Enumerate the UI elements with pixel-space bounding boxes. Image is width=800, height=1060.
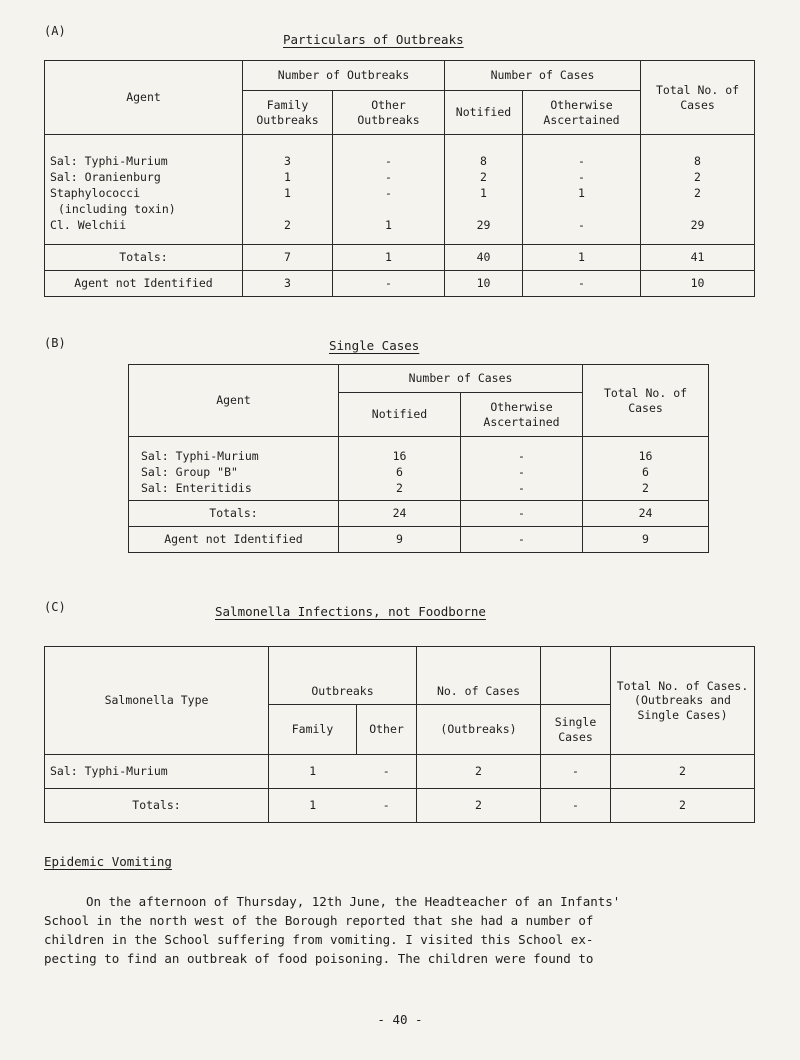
agent-name: Sal: Oranienburg [50,169,161,184]
total-values: 8 2 2 29 [641,135,755,245]
section-b-label: (B) [44,336,66,350]
number-of-cases-header: Number of Cases [339,365,583,393]
paragraph-line: pecting to find an outbreak of food poisoning. The children were found to [44,951,594,966]
outbreaks-paren-header: (Outbreaks) [417,705,541,755]
section-b-heading: Single Cases [329,338,420,353]
notified-header: Notified [445,91,523,135]
not-identified-row: Agent not Identified 9 - 9 [129,527,709,553]
totals-label: Totals: [45,789,269,823]
section-a-heading: Particulars of Outbreaks [283,32,464,47]
total-cases-header: Total No. of Cases. (Outbreaks and Single Cases) [611,647,755,755]
salmonella-type-header: Salmonella Type [45,647,269,755]
single-cases-header: Single Cases [541,705,611,755]
agent-name: Sal: Enteritidis [141,480,252,495]
number-of-outbreaks-header: Number of Outbreaks [243,61,445,91]
paragraph-line: On the afternoon of Thursday, 12th June, the Headteacher of an Infants' [86,894,621,909]
other-values: - - - 1 [333,135,445,245]
otherwise-values: - - 1 - [523,135,641,245]
otherwise-ascertained-header: Otherwise Ascertained [461,393,583,437]
section-c-label: (C) [44,600,66,614]
no-of-cases-header: No. of Cases [417,647,541,705]
total-cases-header: Total No. of Cases [583,365,709,437]
table-row: Sal: Typhi-Murium 1 - 2 - 2 [45,755,755,789]
epidemic-paragraph [44,892,744,968]
outbreaks-table [44,60,755,297]
agent-header: Agent [45,61,243,135]
epidemic-heading: Epidemic Vomiting [44,854,172,869]
other-outbreaks-header: Other Outbreaks [333,91,445,135]
outbreaks-header: Outbreaks [269,647,417,705]
salmonella-table [44,646,755,823]
totals-label: Totals: [45,245,243,271]
agent-name-cont: (including toxin) [58,201,176,216]
agent-name: Sal: Typhi-Murium [50,153,168,168]
notified-values: 16 6 2 [339,437,461,501]
totals-row: Totals: 7 1 40 1 41 [45,245,755,271]
salmonella-type: Sal: Typhi-Murium [45,755,269,789]
paragraph-line: School in the north west of the Borough reported that she had a number of [44,913,594,928]
table-row [129,437,709,501]
section-c-heading: Salmonella Infections, not Foodborne [215,604,486,619]
family-outbreaks-header: Family Outbreaks [243,91,333,135]
number-of-cases-header: Number of Cases [445,61,641,91]
notified-header: Notified [339,393,461,437]
not-identified-row: Agent not Identified 3 - 10 - 10 [45,271,755,297]
agent-header: Agent [129,365,339,437]
single-cases-table [128,364,709,553]
otherwise-values: - - - [461,437,583,501]
paragraph-line: children in the School suffering from vomiting. I visited this School ex- [44,932,594,947]
totals-label: Totals: [129,501,339,527]
agent-name: Sal: Typhi-Murium [141,448,259,463]
not-identified-label: Agent not Identified [129,527,339,553]
total-cases-header: Total No. of Cases [641,61,755,135]
agent-name: Staphylococci [50,185,141,200]
agent-name: Cl. Welchii [50,217,127,232]
other-header: Other [357,705,417,755]
agent-list [129,437,339,501]
family-values: 3 1 1 2 [243,135,333,245]
total-values: 16 6 2 [583,437,709,501]
otherwise-ascertained-header: Otherwise Ascertained [523,91,641,135]
table-row [45,135,755,245]
totals-row: Totals: 24 - 24 [129,501,709,527]
section-a-label: (A) [44,24,66,38]
totals-row: Totals: 1 - 2 - 2 [45,789,755,823]
not-identified-label: Agent not Identified [45,271,243,297]
notified-values: 8 2 1 29 [445,135,523,245]
family-header: Family [269,705,357,755]
page-number: - 40 - [377,1012,423,1027]
agent-name: Sal: Group "B" [141,464,238,479]
agent-list [45,135,243,245]
